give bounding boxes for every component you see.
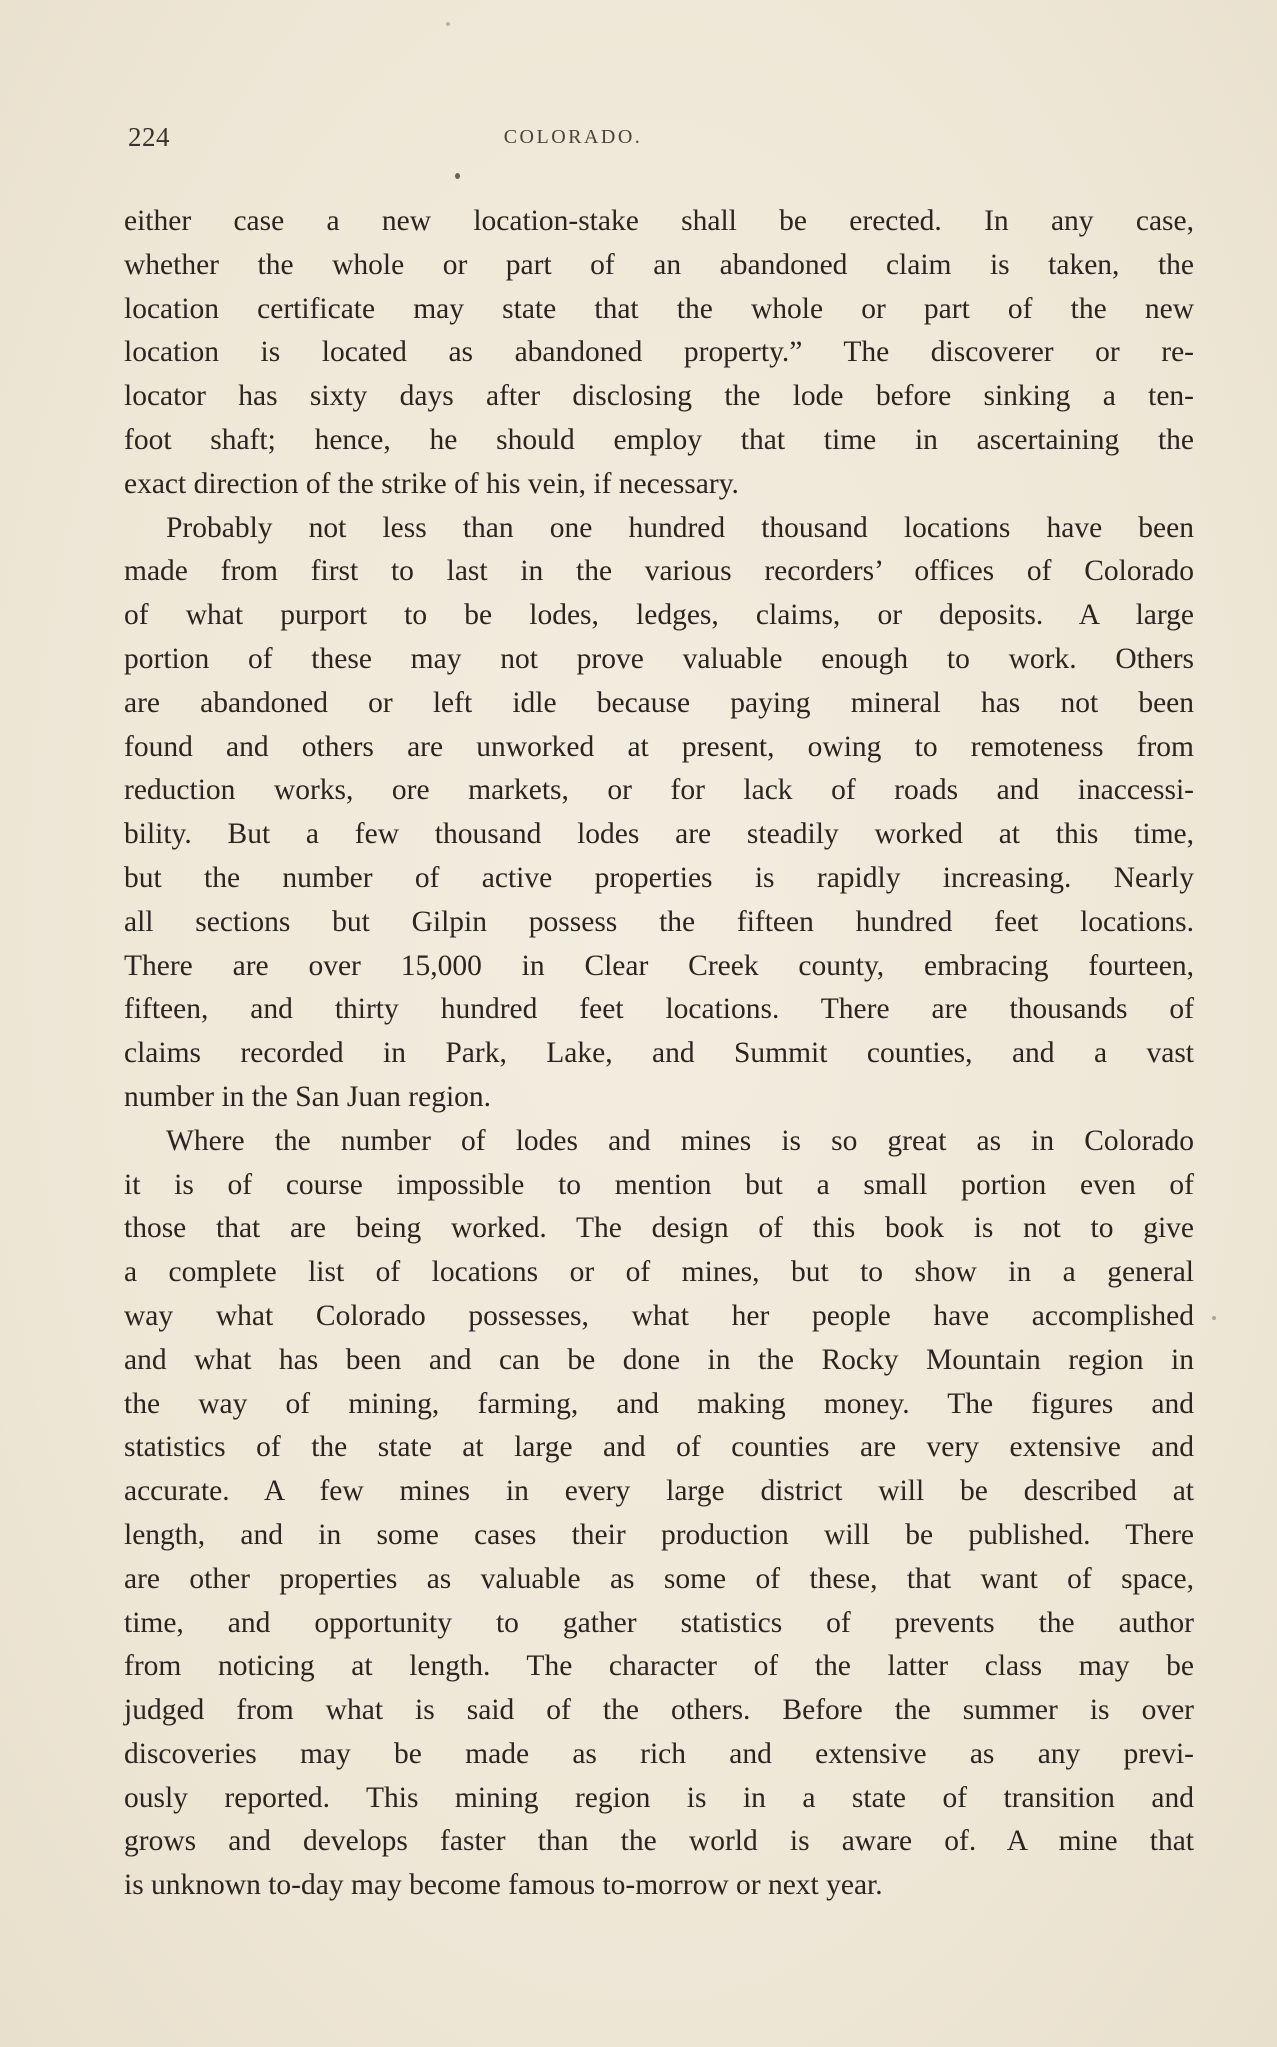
text-line: location certificate may state that the whole or part of the new: [124, 292, 1194, 325]
text-line: number in the San Juan region.: [124, 1080, 492, 1113]
body-text: [124, 200, 1194, 1908]
text-line: grows and develops faster than the world is aware of. A mine that: [124, 1825, 1194, 1858]
page-header: [128, 122, 1196, 162]
text-line: There are over 15,000 in Clear Creek county, embracing fourteen,: [124, 949, 1194, 982]
text-line: way what Colorado possesses, what her people have accomplished: [124, 1299, 1194, 1332]
text-line: ously reported. This mining region is in a state of transition and: [124, 1781, 1194, 1814]
text-line: all sections but Gilpin possess the fifteen hundred feet locations.: [124, 905, 1194, 938]
text-line: a complete list of locations or of mines, but to show in a general: [124, 1256, 1194, 1289]
text-line: statistics of the state at large and of counties are very extensive and: [124, 1431, 1194, 1464]
text-line: and what has been and can be done in the Rocky Mountain region in: [124, 1343, 1194, 1376]
text-line: the way of mining, farming, and making money. The figures and: [124, 1387, 1194, 1420]
text-line: reduction works, ore markets, or for lack of roads and inaccessi-: [124, 774, 1194, 807]
text-line: either case a new location-stake shall be erected. In any case,: [124, 205, 1194, 237]
text-line: it is of course impossible to mention but a small portion even of: [124, 1168, 1194, 1201]
text-line: of what purport to be lodes, ledges, claims, or deposits. A large: [124, 599, 1194, 632]
text-line: those that are being worked. The design of this book is not to give: [124, 1212, 1194, 1245]
text-line: accurate. A few mines in every large district will be described at: [124, 1475, 1194, 1508]
text-line: portion of these may not prove valuable enough to work. Others: [124, 642, 1194, 675]
text-line: claims recorded in Park, Lake, and Summit counties, and a vast: [124, 1037, 1194, 1070]
print-speck-margin: [1212, 1316, 1216, 1320]
text-line: are abandoned or left idle because paying mineral has not been: [124, 686, 1194, 719]
print-speck-top: [446, 22, 450, 26]
text-line: whether the whole or part of an abandoned claim is taken, the: [124, 248, 1194, 281]
text-line: locator has sixty days after disclosing the lode before sinking a ten-: [124, 380, 1194, 413]
text-line: judged from what is said of the others. Before the summer is over: [124, 1694, 1194, 1727]
text-line: location is located as abandoned property.” The discoverer or re-: [124, 336, 1194, 369]
text-line: are other properties as valuable as some of these, that want of space,: [124, 1562, 1194, 1595]
text-line: is unknown to-day may become famous to-morrow or next year.: [124, 1869, 883, 1902]
text-line: length, and in some cases their production will be published. There: [124, 1518, 1194, 1551]
text-line: bility. But a few thousand lodes are steadily worked at this time,: [124, 818, 1194, 851]
running-head: COLORADO.: [503, 126, 643, 148]
text-line: from noticing at length. The character of the latter class may be: [124, 1650, 1194, 1683]
text-line: exact direction of the strike of his vein, if necessary.: [124, 467, 739, 500]
text-line: made from first to last in the various recorders’ offices of Colorado: [124, 555, 1194, 588]
text-line: time, and opportunity to gather statistics of prevents the author: [124, 1606, 1194, 1639]
text-line: but the number of active properties is rapidly increasing. Nearly: [124, 861, 1194, 894]
text-line: discoveries may be made as rich and extensive as any previ-: [124, 1737, 1194, 1770]
text-line: found and others are unworked at present, owing to remoteness from: [124, 730, 1194, 763]
page-number: 224: [128, 122, 170, 152]
print-speck-under-header: [455, 173, 460, 179]
text-line: fifteen, and thirty hundred feet locations. There are thousands of: [124, 993, 1194, 1026]
text-line: foot shaft; hence, he should employ that time in ascertaining the: [124, 423, 1194, 456]
text-line: Probably not less than one hundred thousand locations have been: [166, 511, 1194, 544]
text-line: Where the number of lodes and mines is so great as in Colorado: [166, 1124, 1194, 1157]
